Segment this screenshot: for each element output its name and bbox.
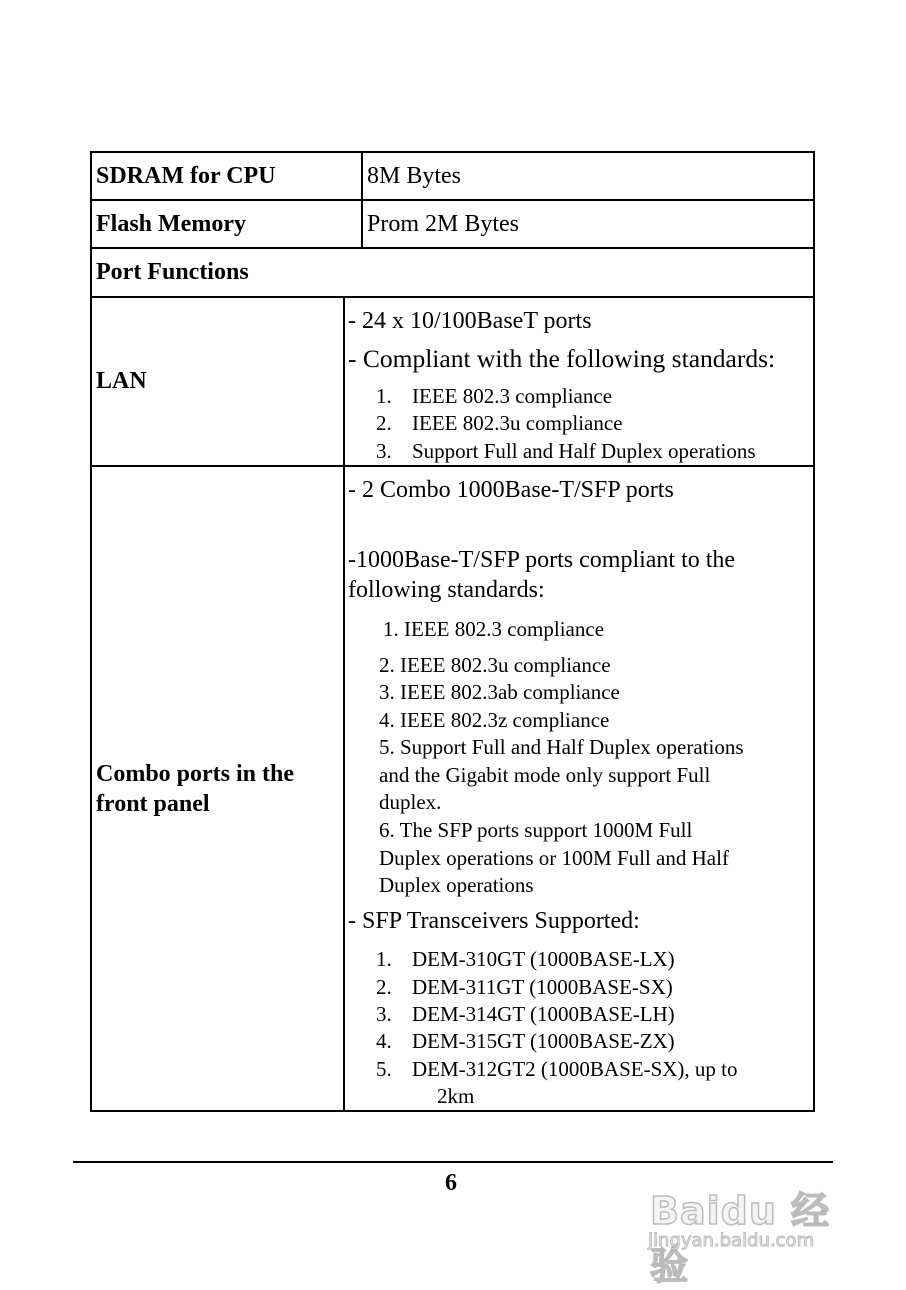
- combo-standard: 3. IEEE 802.3ab compliance: [379, 680, 620, 704]
- row-value-sdram: 8M Bytes: [367, 163, 462, 189]
- table-border: [90, 151, 92, 1112]
- sfp-num: 4.: [376, 1029, 392, 1053]
- page-number: 6: [445, 1170, 457, 1196]
- table-border: [813, 151, 815, 1112]
- combo-standards-heading: -1000Base-T/SFP ports compliant to the: [348, 547, 736, 573]
- lan-list-num: 3.: [376, 439, 392, 463]
- row-divider: [91, 296, 815, 298]
- lan-label: LAN: [96, 368, 147, 394]
- combo-standard: and the Gigabit mode only support Full: [379, 763, 711, 787]
- section-header: Port Functions: [96, 259, 249, 285]
- lan-list-item: IEEE 802.3 compliance: [412, 384, 613, 408]
- row-divider: [91, 199, 815, 201]
- combo-intro: - 2 Combo 1000Base-T/SFP ports: [348, 477, 674, 503]
- sfp-num: 3.: [376, 1002, 392, 1026]
- lan-line: - Compliant with the following standards:: [348, 344, 776, 373]
- row-divider: [91, 465, 815, 467]
- column-divider: [343, 296, 345, 1112]
- sfp-item: DEM-312GT2 (1000BASE-SX), up to: [412, 1057, 738, 1081]
- row-value-flash: Prom 2M Bytes: [367, 211, 520, 237]
- sfp-item: DEM-311GT (1000BASE-SX): [412, 975, 673, 999]
- combo-standard: 4. IEEE 802.3z compliance: [379, 708, 610, 732]
- watermark-url: jingyan.baidu.com: [648, 1230, 815, 1251]
- sfp-heading: - SFP Transceivers Supported:: [348, 908, 640, 934]
- row-divider: [91, 247, 815, 249]
- combo-label: front panel: [96, 791, 210, 817]
- combo-standard: 1. IEEE 802.3 compliance: [383, 617, 605, 641]
- table-border: [91, 1110, 815, 1112]
- row-label-flash: Flash Memory: [96, 211, 246, 237]
- lan-line: - 24 x 10/100BaseT ports: [348, 308, 592, 334]
- lan-list-item: IEEE 802.3u compliance: [412, 411, 623, 435]
- combo-standard: duplex.: [379, 790, 442, 814]
- watermark-logo: Baidu 经验: [650, 1189, 831, 1288]
- row-label-sdram: SDRAM for CPU: [96, 163, 276, 189]
- lan-list-num: 1.: [376, 384, 392, 408]
- sfp-item-continuation: 2km: [437, 1084, 475, 1108]
- baidu-watermark: [640, 1150, 860, 1288]
- lan-list-num: 2.: [376, 411, 392, 435]
- sfp-item: DEM-315GT (1000BASE-ZX): [412, 1029, 675, 1053]
- table-border: [91, 151, 815, 153]
- combo-standard: 2. IEEE 802.3u compliance: [379, 653, 611, 677]
- combo-standard: 5. Support Full and Half Duplex operations: [379, 735, 744, 759]
- combo-standard: 6. The SFP ports support 1000M Full: [379, 818, 693, 842]
- lan-list-item: Support Full and Half Duplex operations: [412, 439, 756, 463]
- combo-label: Combo ports in the: [96, 761, 295, 787]
- sfp-num: 2.: [376, 975, 392, 999]
- combo-standards-heading: following standards:: [348, 577, 545, 603]
- column-divider: [361, 151, 363, 248]
- sfp-item: DEM-310GT (1000BASE-LX): [412, 947, 675, 971]
- sfp-item: DEM-314GT (1000BASE-LH): [412, 1002, 675, 1026]
- sfp-num: 1.: [376, 947, 392, 971]
- combo-standard: Duplex operations: [379, 873, 534, 897]
- combo-standard: Duplex operations or 100M Full and Half: [379, 846, 729, 870]
- sfp-num: 5.: [376, 1057, 392, 1081]
